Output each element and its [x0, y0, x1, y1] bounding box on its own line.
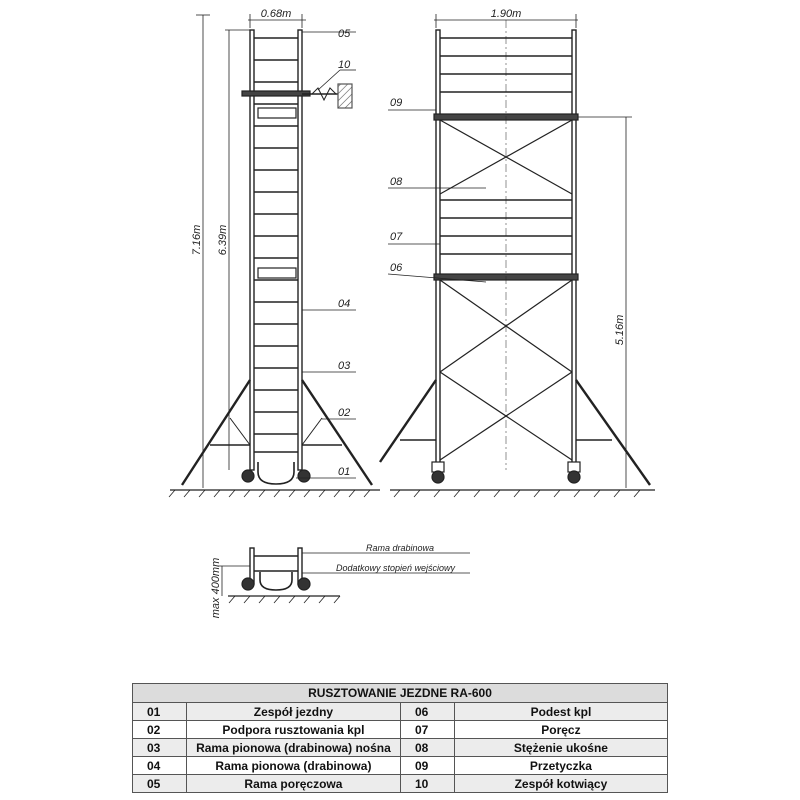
callout-04: 04: [338, 298, 351, 310]
legend-row: [133, 757, 668, 775]
parts-legend-table: [132, 683, 668, 793]
front-left-upright: [436, 30, 440, 470]
legend-header-row: [133, 684, 668, 703]
legend-description: Przetyczka: [454, 757, 667, 775]
front-ground-hatch: [394, 490, 640, 497]
legend-description: Podpora rusztowania kpl: [186, 721, 400, 739]
callout-01: 01: [338, 466, 351, 478]
callout-03: 03: [338, 360, 351, 372]
legend-description: Zespół kotwiący: [454, 775, 667, 793]
dim-side-width: 0.68m: [260, 8, 292, 20]
callout-08: 08: [390, 176, 403, 188]
legend-number: 06: [400, 703, 454, 721]
legend-number: 02: [133, 721, 187, 739]
dim-frame-height: 6.39m: [217, 224, 229, 256]
dim-step-max-height: max 400mm: [210, 557, 222, 619]
callout-02: 02: [338, 407, 351, 419]
detail-label-extra-step: Dodatkowy stopień wejściowy: [336, 563, 456, 573]
front-right-upright: [572, 30, 576, 470]
wall-block: [338, 84, 352, 108]
callout-06: 06: [390, 262, 403, 274]
side-upper-deck-box: [258, 108, 296, 118]
side-ladder-rungs: [254, 38, 298, 452]
front-outriggers: [380, 380, 650, 485]
side-ground-hatch: [169, 490, 370, 497]
legend-row: [133, 739, 668, 757]
legend-description: Zespół jezdny: [186, 703, 400, 721]
callout-07: 07: [390, 231, 403, 243]
legend-number: 09: [400, 757, 454, 775]
side-lower-deck-box: [258, 268, 296, 278]
legend-number: 08: [400, 739, 454, 757]
front-view: [380, 14, 655, 497]
side-upper-platform: [242, 91, 310, 96]
legend-number: 01: [133, 703, 187, 721]
legend-description: Rama pionowa (drabinowa) nośna: [186, 739, 400, 757]
legend-description: Rama pionowa (drabinowa): [186, 757, 400, 775]
legend-number: 10: [400, 775, 454, 793]
legend-description: Podest kpl: [454, 703, 667, 721]
step-detail-view: [217, 548, 470, 603]
front-wheels: [432, 462, 580, 483]
callout-10: 10: [338, 59, 351, 71]
legend-row: [133, 721, 668, 739]
legend-number: 05: [133, 775, 187, 793]
legend-description: Stężenie ukośne: [454, 739, 667, 757]
legend-description: Rama poręczowa: [186, 775, 400, 793]
callout-09: 09: [390, 97, 403, 109]
legend-row: [133, 703, 668, 721]
dim-total-height: 7.16m: [191, 224, 203, 256]
callout-05: 05: [338, 28, 351, 40]
dim-platform-height: 5.16m: [614, 314, 626, 346]
legend-number: 03: [133, 739, 187, 757]
legend-number: 07: [400, 721, 454, 739]
legend-row: [133, 775, 668, 793]
detail-label-ladder-frame: Rama drabinowa: [366, 543, 435, 553]
legend-number: 04: [133, 757, 187, 775]
legend-description: Poręcz: [454, 721, 667, 739]
dim-front-width: 1.90m: [490, 8, 522, 20]
legend-title: RUSZTOWANIE JEZDNE RA-600: [133, 684, 668, 703]
